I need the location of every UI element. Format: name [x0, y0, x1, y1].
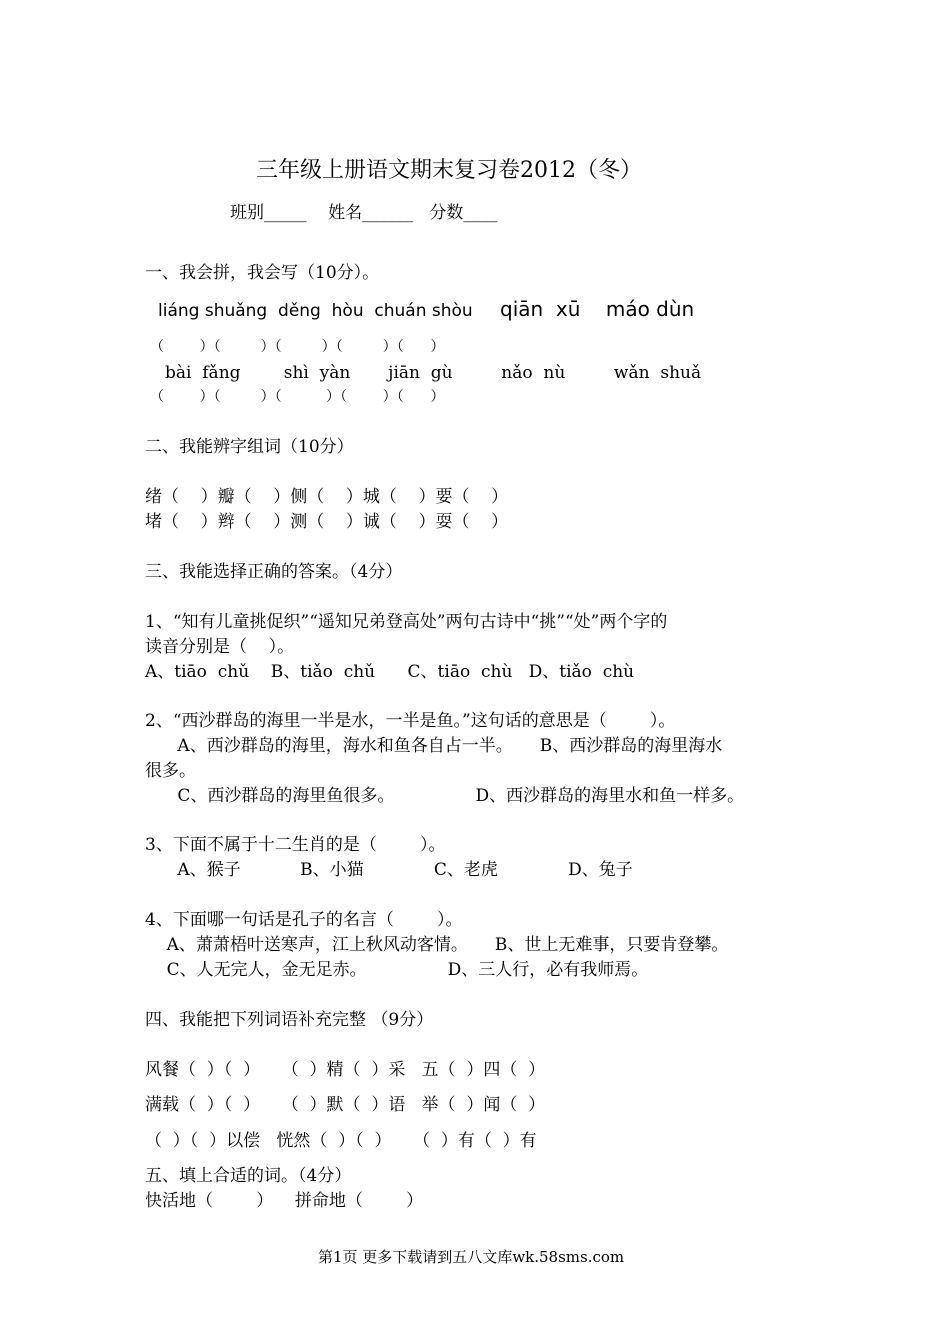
section-4-heading: 四、我能把下列词语补充完整 （9分） — [145, 1010, 434, 1030]
idiom-row-3: （ ）（ ）以偿 恍然（ ）（ ） （ ）有（ ）有 — [145, 1131, 537, 1151]
pinyin-row-2: bài fǎng shì yàn jiān gù nǎo nù wǎn shuǎ — [165, 363, 702, 383]
q1-line-1: 1、“知有儿童挑促织”“遥知兄弟登高处”两句古诗中“挑”“处”两个字的 — [145, 612, 668, 632]
q4-line-1: 4、下面哪一句话是孔子的名言（ ）。 — [145, 910, 463, 930]
idiom-row-2: 满载（ ）（ ） （ ）默（ ）语 举（ ）闻（ ） — [145, 1095, 546, 1115]
word-pair-row-2: 堵（ ）辫（ ）测（ ）诚（ ）耍（ ） — [145, 512, 509, 532]
q3-options: A、猴子 B、小猫 C、老虎 D、兔子 — [145, 860, 633, 880]
section-1-heading: 一、我会拼，我会写（10分）。 — [145, 263, 380, 283]
blanks-row-1: （ ）（ ）（ ）（ ）（ ） — [150, 339, 445, 355]
section-3-heading: 三、我能选择正确的答案。（4分） — [145, 562, 403, 582]
page-footer: 第1页 更多下载请到五八文库wk.58sms.com — [318, 1248, 625, 1266]
q2-line-2: A、西沙群岛的海里，海水和鱼各自占一半。 B、西沙群岛的海里海水 — [145, 736, 723, 756]
pinyin-row-1b: qiān xū máo dùn — [500, 297, 695, 321]
q3-line-1: 3、下面不属于十二生肖的是（ ）。 — [145, 835, 446, 855]
q1-options: A、tiāo chǔ B、tiǎo chǔ C、tiāo chù D、tiǎo chù — [145, 662, 635, 682]
q1-line-2: 读音分别是（ ）。 — [145, 637, 295, 657]
info-line: 班别_____ 姓名______ 分数____ — [230, 203, 498, 223]
section-2-heading: 二、我能辨字组词（10分） — [145, 437, 354, 457]
blanks-row-2: （ ）（ ）（ ）（ ）（ ） — [150, 389, 445, 405]
q2-line-4: C、西沙群岛的海里鱼很多。 D、西沙群岛的海里水和鱼一样多。 — [145, 786, 745, 806]
pinyin-row-1: liáng shuǎng děng hòu chuán shòu — [158, 301, 473, 321]
idiom-row-1: 风餐（ ）（ ） （ ）精（ ）采 五（ ）四（ ） — [145, 1060, 546, 1080]
q4-line-2: A、萧萧梧叶送寒声，江上秋风动客情。 B、世上无难事，只要肯登攀。 — [145, 935, 729, 955]
section-5-heading: 五、填上合适的词。（4分） — [145, 1166, 352, 1186]
word-pair-row-1: 绪（ ）瓣（ ）侧（ ）城（ ）要（ ） — [145, 487, 509, 507]
q4-line-3: C、人无完人，金无足赤。 D、三人行，必有我师焉。 — [145, 960, 649, 980]
q2-line-3: 很多。 — [145, 761, 196, 781]
q2-line-1: 2、“西沙群岛的海里一半是水，一半是鱼。”这句话的意思是（ ）。 — [145, 711, 676, 731]
fill-row-1: 快活地（ ） 拼命地（ ） — [145, 1191, 424, 1211]
page-title: 三年级上册语文期末复习卷2012（冬） — [256, 158, 642, 183]
